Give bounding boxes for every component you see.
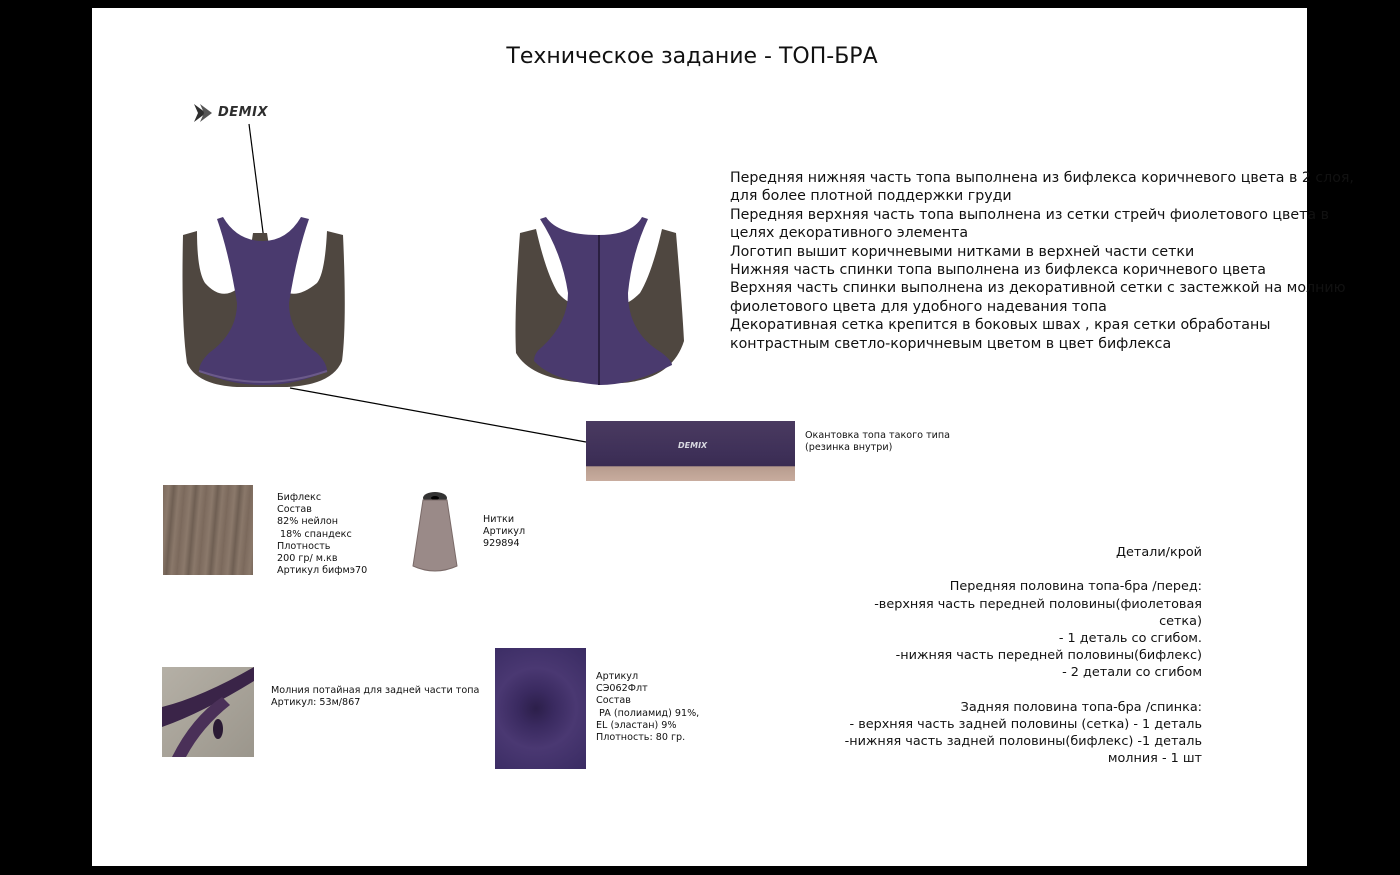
caption-line: (резинка внутри) [805, 442, 893, 454]
description-line: контрастным светло-коричневым цветом в цвет бифлекса [730, 335, 1172, 352]
edging-caption [805, 430, 950, 454]
details-line: -верхняя часть передней половины(фиолетовая [874, 596, 1202, 612]
caption-line: Состав [277, 504, 312, 516]
description-line: Передняя нижняя часть топа выполнена из бифлекса коричневого цвета в 2 слоя, [730, 170, 1354, 186]
back-view-sketch [512, 213, 687, 389]
caption-line: Артикул [483, 526, 526, 538]
details-line: -нижняя часть передней половины(бифлекс) [895, 648, 1202, 664]
details-line: -нижняя часть задней половины(бифлекс) -1 деталь [844, 734, 1202, 750]
caption-line: Артикул: 53м/867 [271, 697, 361, 709]
mesh-swatch [495, 648, 586, 769]
zipper-photo [162, 667, 254, 757]
details-line: - верхняя часть задней половины (сетка) - 1 деталь [849, 717, 1202, 732]
biflex-swatch [163, 485, 253, 575]
details-block [845, 544, 1202, 768]
description-block [730, 169, 1354, 353]
description-line: Верхняя часть спинки выполнена из декоративной сетки с застежкой на молнию [730, 280, 1346, 297]
description-line: целях декоративного элемента [730, 225, 969, 242]
photo-logo-text: DEMIX [678, 441, 708, 450]
front-view-sketch [177, 213, 349, 389]
details-line: Задняя половина топа-бра /спинка: [960, 699, 1202, 715]
zipper-caption [271, 685, 479, 709]
threads-caption [483, 514, 525, 551]
caption-line: Бифлекс [277, 492, 322, 503]
caption-line: Плотность [277, 540, 331, 552]
caption-line: EL (эластан) 9% [596, 719, 677, 731]
caption-line: 18% спандекс [277, 528, 352, 540]
description-line: для более плотной поддержки груди [730, 188, 1012, 205]
caption-line: Артикул [596, 671, 639, 682]
description-line: Передняя верхняя часть топа выполнена из сетки стрейч фиолетового цвета в [730, 206, 1329, 223]
details-line: сетка) [1159, 613, 1202, 629]
caption-line: Артикул бифмэ70 [277, 565, 368, 577]
spec-sheet [92, 8, 1354, 866]
caption-line: PA (полиамид) 91%, [596, 707, 700, 719]
description-line: Декоративная сетка крепится в боковых швах , края сетки обработаны [730, 317, 1271, 334]
details-line [845, 561, 1202, 578]
thread-spool-icon [410, 490, 460, 574]
description-line: Нижняя часть спинки топа выполнена из бифлекса коричневого цвета [730, 262, 1266, 279]
page-title: Техническое задание - ТОП-БРА [506, 44, 878, 69]
details-line: Передняя половина топа-бра /перед: [949, 579, 1202, 595]
caption-line: Молния потайная для задней части топа [271, 685, 480, 696]
details-line [845, 682, 1202, 699]
logo-text: DEMIX [218, 105, 268, 120]
details-line: молния - 1 шт [1107, 751, 1202, 767]
description-line: фиолетового цвета для удобного надевания топа [730, 298, 1107, 315]
details-heading: Детали/крой [1116, 545, 1202, 560]
caption-line: СЭ062Флт [596, 683, 648, 695]
details-line: - 2 детали со сгибом [1062, 665, 1202, 681]
edging-photo [586, 421, 795, 481]
biflex-caption [277, 492, 367, 577]
caption-line: Плотность: 80 гр. [596, 732, 686, 744]
caption-line: Нитки [483, 514, 515, 525]
caption-line: 929894 [483, 538, 520, 550]
caption-line: Окантовка топа такого типа [805, 430, 951, 441]
mesh-caption [596, 671, 699, 744]
details-line: - 1 деталь со сгибом. [1058, 631, 1202, 646]
caption-line: 200 гр/ м.кв [277, 553, 338, 565]
caption-line: Состав [596, 695, 631, 707]
description-line: Логотип вышит коричневыми нитками в верхней части сетки [730, 243, 1195, 260]
caption-line: 82% нейлон [277, 516, 339, 528]
